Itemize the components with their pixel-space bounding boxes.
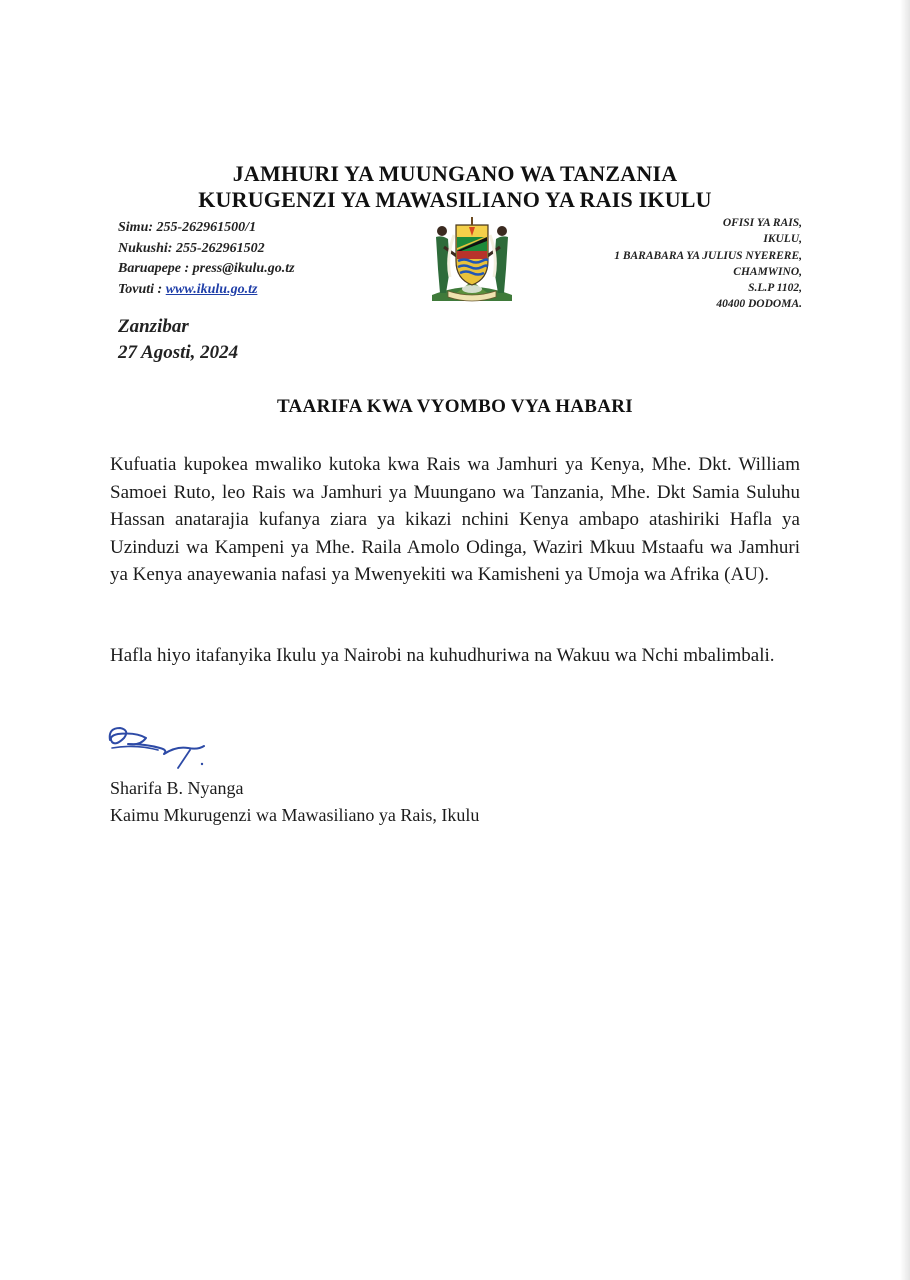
office-address	[542, 215, 802, 313]
document-title: TAARIFA KWA VYOMBO VYA HABARI	[276, 396, 634, 417]
address-line: IKULU,	[763, 233, 802, 246]
place: Zanzibar	[118, 316, 189, 337]
date: 27 Agosti, 2024	[118, 342, 239, 363]
signature-icon	[106, 720, 216, 772]
address-line: OFISI YA RAIS,	[722, 217, 802, 229]
address-line: S.L.P 1102,	[748, 282, 802, 295]
address-line: 40400 DODOMA.	[716, 298, 802, 311]
signer-name: Sharifa B. Nyanga	[110, 778, 244, 798]
website-label: Tovuti :	[118, 281, 166, 297]
email-line: Baruapepe : press@ikulu.go.tz	[118, 261, 295, 276]
letterhead-subtitle: KURUGENZI YA MAWASILIANO YA RAIS IKULU	[198, 187, 712, 212]
fax-line: Nukushi: 255-262961502	[118, 240, 265, 256]
website-line	[118, 280, 295, 301]
address-line: 1 BARABARA YA JULIUS NYERERE,	[614, 249, 802, 262]
page-edge-shadow	[900, 0, 910, 1280]
body-paragraph: Kufuatia kupokea mwaliko kutoka kwa Rais wa Jamhuri ya Kenya, Mhe. Dkt. William Samoei Ruto, leo Rais wa Jamhuri ya Muungano wa Tanzania, Mhe. Dkt Samia Suluhu Hassan anatarajia kufanya ziara ya kikazi nchini Kenya ambapo atashiriki Hafla ya Uzinduzi wa Kampeni ya Mhe. Raila Amolo Odinga, Waziri Mkuu Mstaafu wa Jamhuri ya Kenya anayewania nafasi ya Mwenyekiti wa Kamisheni ya Umoja wa Afrika (AU).	[110, 454, 800, 586]
contact-block	[118, 218, 295, 300]
coat-of-arms-icon	[424, 217, 520, 305]
website-link[interactable]: www.ikulu.go.tz	[165, 281, 258, 297]
address-line: CHAMWINO,	[733, 265, 802, 278]
signer-role: Kaimu Mkurugenzi wa Mawasiliano ya Rais, Ikulu	[110, 805, 480, 825]
body-paragraph: Hafla hiyo itafanyika Ikulu ya Nairobi na kuhudhuriwa na Wakuu wa Nchi mbalimbali.	[110, 645, 775, 666]
letterhead-title: JAMHURI YA MUUNGANO WA TANZANIA	[232, 161, 678, 186]
place-date-block	[118, 314, 238, 366]
phone-line: Simu: 255-262961500/1	[118, 220, 257, 235]
